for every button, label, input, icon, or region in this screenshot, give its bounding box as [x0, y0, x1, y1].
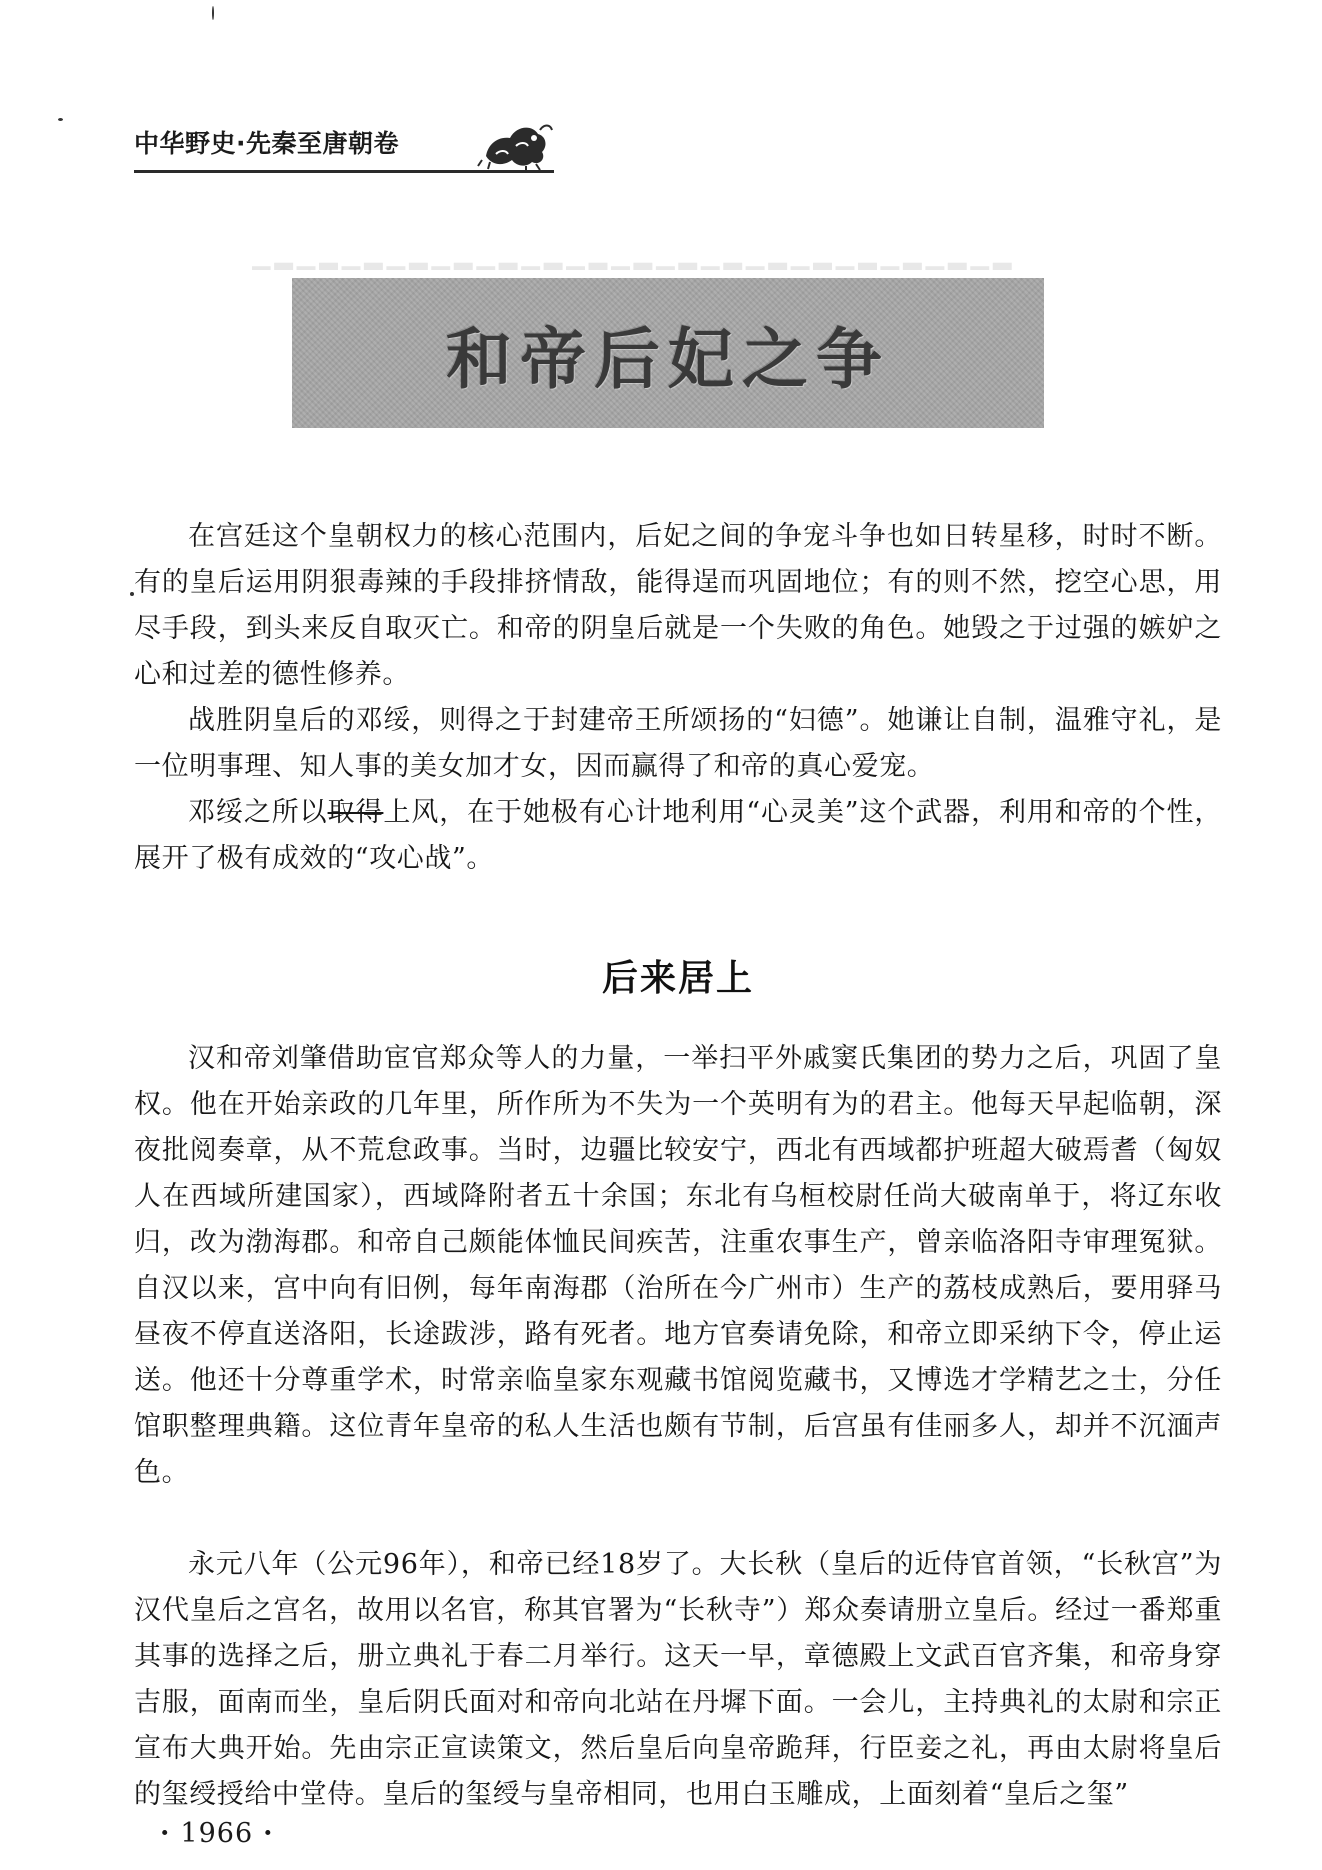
intro-paragraph-3-start: 邓绥之所以: [188, 797, 328, 828]
page-number-dot-right: ·: [263, 1818, 274, 1849]
section-heading: 后来居上: [601, 958, 754, 999]
intro-paragraph-3-end: 上风，在于她极有心计地利用“心灵美”这个武器，利用和帝的个性，展开了极有成效的“攻心战”。: [134, 797, 1222, 874]
intro-paragraph-2: 战胜阴皇后的邓绥，则得之于封建帝王所颂扬的“妇德”。她谦让自制，温雅守礼，是一位明事理、知人事的美女加才女，因而赢得了和帝的真心爱宠。: [134, 705, 1222, 782]
scan-speck: [130, 592, 134, 596]
scan-speck: [58, 118, 63, 121]
page-number-dot-left: ·: [160, 1818, 171, 1849]
lion-emblem-icon: [476, 116, 556, 172]
section-paragraph-1: 汉和帝刘肇借助宦官郑众等人的力量，一举扫平外戚窦氏集团的势力之后，巩固了皇权。他在开始亲政的几年里，所作所为不失为一个英明有为的君主。他每天早起临朝，深夜批阅奏章，从不荒怠政事。当时，边疆比较安宁，西北有西域都护班超大破焉耆（匈奴人在西域所建国家），西域降附者五十余国；东北有乌桓校尉任尚大破南单于，将辽东收归，改为渤海郡。和帝自己颇能体恤民间疾苦，注重农事生产，曾亲临洛阳寺审理冤狱。自汉以来，宫中向有旧例，每年南海郡（治所在今广州市）生产的荔枝成熟后，要用驿马昼夜不停直送洛阳，长途跋涉，路有死者。地方官奏请免除，和帝立即采纳下令，停止运送。他还十分尊重学术，时常亲临皇家东观藏书馆阅览藏书，又博选才学精艺之士，分任馆职整理典籍。这位青年皇帝的私人生活也颇有节制，后宫虽有佳丽多人，却并不沉湎声色。: [134, 1043, 1222, 1488]
intro-paragraph-1: 在宫廷这个皇朝权力的核心范围内，后妃之间的争宠斗争也如日转星移，时时不断。有的皇后运用阴狠毒辣的手段排挤情敌，能得逞而巩固地位；有的则不然，挖空心思，用尽手段，到头来反自取灭亡。和帝的阴皇后就是一个失败的角色。她毁之于过强的嫉妒之心和过差的德性修养。: [134, 521, 1222, 690]
struck-word: 取得: [327, 797, 384, 828]
show-through-texture: ▁▂▁▂▁▂▁▂▁▂▁▂▁▂▁▂▁▂▁▂▁▂▁▂▁▂▁▂▁▂▁▂▁▂: [252, 242, 1016, 270]
chapter-title-banner: [292, 278, 1044, 428]
header-rule: [134, 170, 554, 173]
page-number: [150, 1818, 284, 1849]
scan-speck: [212, 6, 214, 20]
section-paragraph-2: 永元八年（公元96年），和帝已经18岁了。大长秋（皇后的近侍官首领，“长秋宫”为汉代皇后之宫名，故用以名官，称其官署为“长秋寺”）郑众奏请册立皇后。经过一番郑重其事的选择之后，册立典礼于春二月举行。这天一早，章德殿上文武百官齐集，和帝身穿吉服，面南而坐，皇后阴氏面对和帝向北站在丹墀下面。一会儿，主持典礼的太尉和宗正宣布大典开始。先由宗正宣读策文，然后皇后向皇帝跪拜，行臣妾之礼，再由太尉将皇后的玺绶授给中堂侍。皇后的玺绶与皇帝相同，也用白玉雕成，上面刻着“皇后之玺”: [134, 1549, 1222, 1810]
running-header: [134, 116, 554, 176]
page-number-value: 1966: [180, 1818, 254, 1849]
running-title: 中华野史·先秦至唐朝卷: [134, 129, 399, 158]
intro-paragraph-3: [134, 790, 1222, 882]
chapter-title: 和帝后妃之争: [446, 319, 890, 398]
